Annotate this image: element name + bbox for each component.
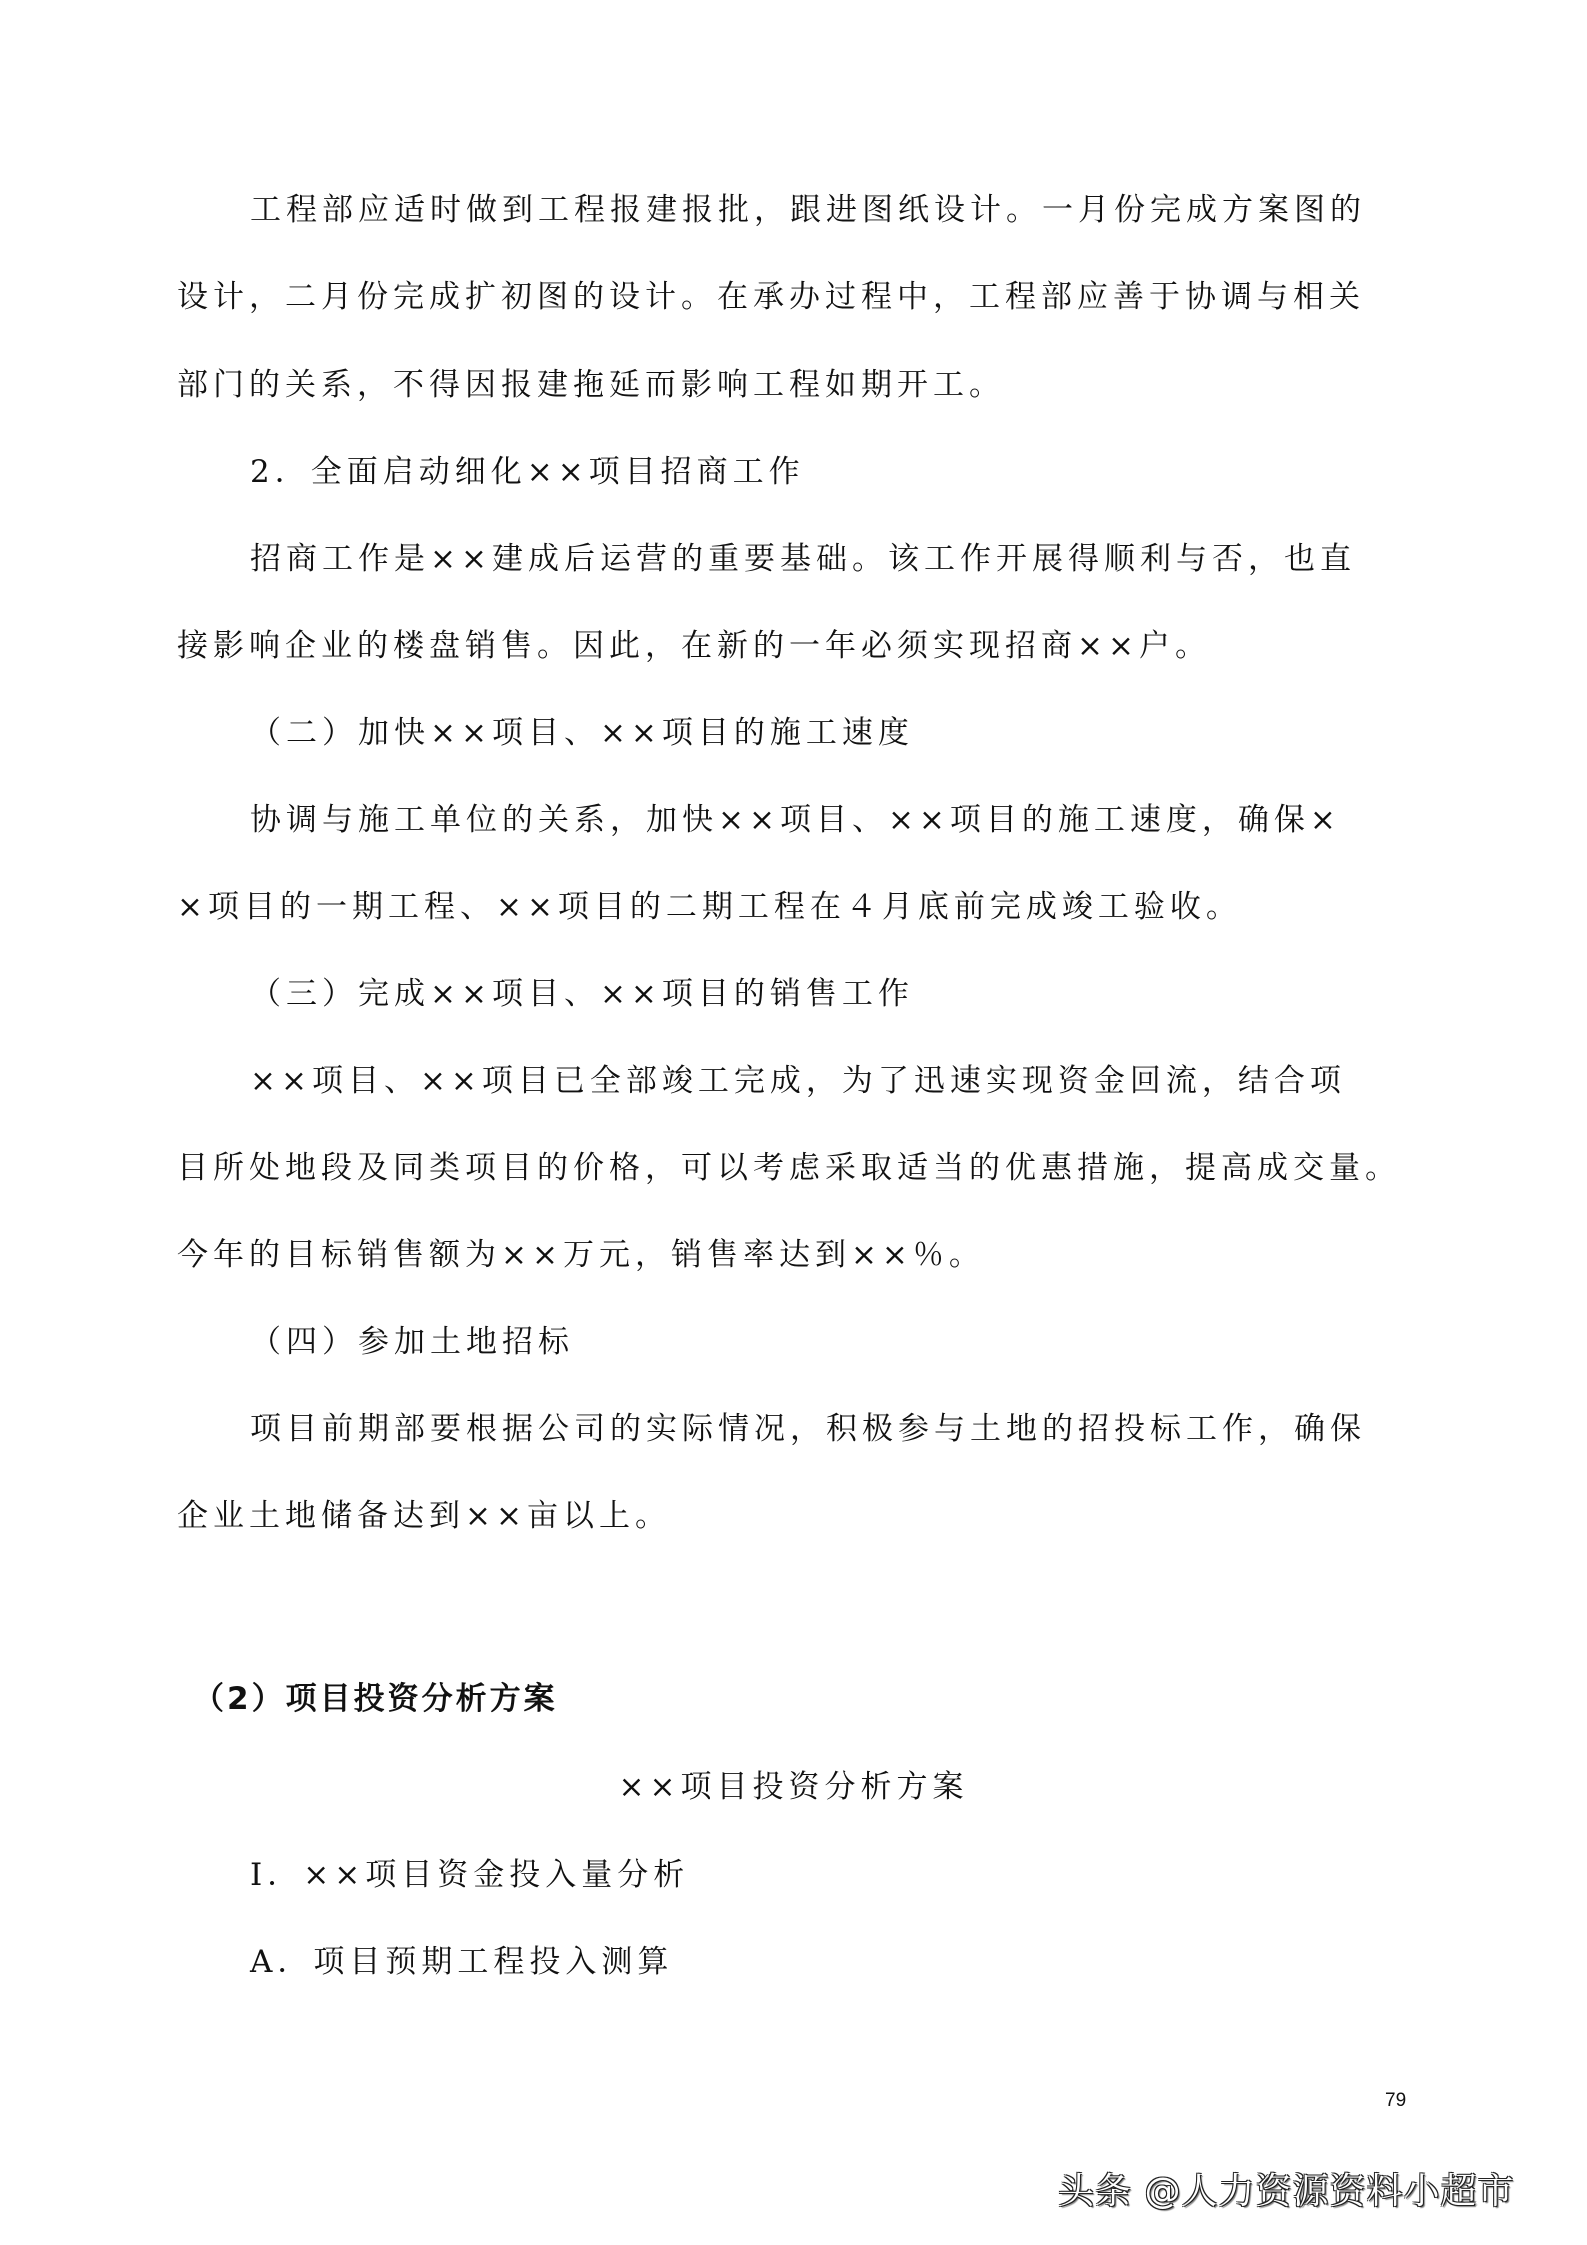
- paragraph-3-line-2: ×项目的一期工程、××项目的二期工程在４月底前完成竣工验收。: [177, 889, 1242, 925]
- page-number: 79: [1385, 2090, 1407, 2111]
- paragraph-4-line-3: 今年的目标销售额为××万元，销售率达到××％。: [177, 1237, 985, 1273]
- paragraph-4-line-2: 目所处地段及同类项目的价格，可以考虑采取适当的优惠措施，提高成交量。: [177, 1150, 1401, 1186]
- paragraph-5-line-2: 企业土地储备达到××亩以上。: [177, 1498, 671, 1534]
- outline-item-I: I．××项目资金投入量分析: [250, 1857, 690, 1893]
- paragraph-1-line-3: 部门的关系，不得因报建拖延而影响工程如期开工。: [177, 367, 1005, 403]
- section-2-heading: （二）加快××项目、××项目的施工速度: [250, 715, 914, 751]
- part-2-heading: （2）项目投资分析方案: [193, 1681, 558, 1717]
- watermark: 头条 @人力资源资料小超市: [1058, 2171, 1515, 2212]
- paragraph-1-line-2: 设计，二月份完成扩初图的设计。在承办过程中，工程部应善于协调与相关: [177, 279, 1365, 315]
- paragraph-2-line-2: 接影响企业的楼盘销售。因此，在新的一年必须实现招商××户。: [177, 628, 1211, 664]
- paragraph-1-line-1: 工程部应适时做到工程报建报批，跟进图纸设计。一月份完成方案图的: [250, 192, 1366, 228]
- section-4-heading: （四）参加土地招标: [250, 1324, 574, 1360]
- plan-title: ××项目投资分析方案: [618, 1769, 969, 1805]
- outline-item-A: A．项目预期工程投入测算: [250, 1944, 674, 1980]
- paragraph-4-line-1: ××项目、××项目已全部竣工完成，为了迅速实现资金回流，结合项: [250, 1063, 1346, 1099]
- paragraph-3-line-1: 协调与施工单位的关系，加快××项目、××项目的施工速度，确保×: [250, 802, 1341, 838]
- paragraph-5-line-1: 项目前期部要根据公司的实际情况，积极参与土地的招投标工作，确保: [250, 1411, 1366, 1447]
- section-3-heading: （三）完成××项目、××项目的销售工作: [250, 976, 914, 1012]
- item-2-heading: 2．全面启动细化××项目招商工作: [250, 454, 805, 490]
- paragraph-2-line-1: 招商工作是××建成后运营的重要基础。该工作开展得顺利与否，也直: [250, 541, 1356, 577]
